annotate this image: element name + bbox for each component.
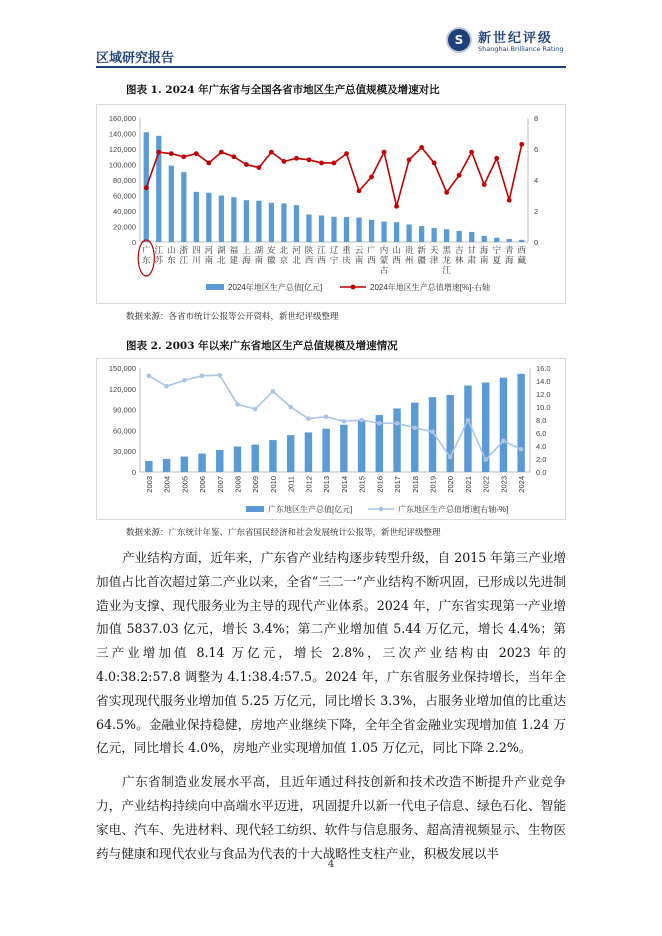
chart2-year-label: 2009 [251, 476, 261, 493]
chart1-bar [507, 239, 512, 242]
chart2-ytick-right: 8.0 [536, 416, 547, 425]
chart2-bar [269, 440, 276, 472]
chart2-bar [358, 420, 365, 472]
chart1-category-label: 山西 [392, 245, 401, 265]
chart2-bar [322, 429, 329, 472]
chart2-growth-point [324, 414, 329, 419]
chart1-category-label: 广西 [367, 245, 376, 265]
chart2-bar [216, 450, 223, 472]
chart2-year-label: 2010 [268, 476, 278, 493]
chart2-ytick-right: 14.0 [536, 377, 551, 386]
chart2-growth-point [253, 407, 258, 412]
chart2-ytick-left: 150,000 [108, 364, 136, 373]
paragraph-industrial-structure: 产业结构方面，近年来，广东省产业结构逐步转型升级，自 2015 年第三产业增加值占比首次超过第二产业以来，全省“三二一”产业结构不断巩固，已形成以先进制造业为支撑、现代服务业为主导的现代产业体系。2024 年，广东省实现第一产业增加值 5837.03 亿元，增长 3.4%；第二产业增加值 5.44 万亿元，增长 4.4%；第三产业增加值 8.14 万亿元，增长 2.8%，三次产业结构由 2023 年的 4.0:38.2:57.8 调整为 4.1:38.4:57.5。2024 年，广东省服务业保持增长，当年全省实现现代服务业增加值 5.25 万亿元，同比增长 3.3%，占服务业增加值的比重达 64.5%。金融业保持稳健，房地产业继续下降，全年全省金融业实现增加值 1.24 万亿元，同比增长 4.0%，房地产业实现增加值 1.05 万亿元，同比下降 2.2%。 [96, 550, 566, 756]
paragraph-manufacturing: 广东省制造业发展水平高，且近年通过科技创新和技术改造不断提升产业竞争力，产业结构持续向中高端水平迈进，巩固提升以新一代电子信息、绿色石化、智能家电、汽车、先进材料、现代轻工纺织、软件与信息服务、超高清视频显示、生物医药与健康和现代农业与食品为代表的十大战略性支柱产业，积极发展以半 [96, 774, 566, 861]
chart1-growth-point [507, 198, 512, 203]
chart2-year-label: 2021 [463, 476, 473, 493]
chart1-category-label: 河北 [292, 245, 301, 265]
chart1-category-label: 陕西 [304, 245, 314, 265]
chart2-year-label: 2005 [180, 476, 190, 493]
chart2-growth-point [147, 374, 152, 379]
chart2-bar [464, 386, 471, 472]
chart1-category-label: 黑龙江 [442, 245, 451, 275]
chart1-growth-point [382, 150, 387, 155]
chart2-growth-point [448, 455, 453, 460]
chart1-bar [356, 218, 361, 242]
chart2-frame [97, 359, 566, 520]
chart1-growth-point [156, 150, 161, 155]
chart1-category-label: 山东 [167, 245, 176, 265]
chart1-growth-point [219, 150, 224, 155]
chart2-year-label: 2022 [481, 476, 491, 493]
chart1-ytick-left: 100,000 [108, 160, 136, 170]
chart2-year-label: 2013 [322, 476, 332, 493]
chart1-growth-point [181, 154, 186, 159]
chart1-ytick-left: 60,000 [113, 191, 136, 201]
chart2-bar [500, 378, 507, 472]
chart2-year-label: 2007 [215, 476, 225, 493]
chart1-growth-point [332, 161, 337, 166]
chart2-growth-point [200, 374, 205, 379]
chart2-ytick-right: 6.0 [536, 429, 547, 438]
chart1-category-label: 上海 [242, 245, 251, 265]
chart1-ytick-right: 6 [534, 145, 539, 154]
chart1-bar [294, 205, 299, 242]
company-logo [446, 27, 472, 53]
chart1-category-label: 江西 [317, 245, 326, 265]
chart2-year-label: 2011 [286, 476, 296, 493]
chart2-ytick-left: 120,000 [108, 384, 136, 394]
chart2-year-label: 2003 [144, 476, 154, 493]
chart1-bar [219, 195, 224, 242]
chart1-bar [394, 222, 399, 242]
chart1-bar [256, 201, 261, 242]
chart2-bar [411, 403, 418, 472]
chart1-growth-point [344, 151, 349, 156]
chart1-ytick-left: 40,000 [113, 207, 136, 216]
chart1-category-label: 辽宁 [329, 245, 339, 265]
chart2-legend-bar-swatch [246, 506, 264, 512]
chart1-growth-point [469, 150, 474, 155]
chart2-ytick-left: 90,000 [113, 405, 136, 415]
chart2-year-label: 2004 [162, 476, 172, 493]
chart1-category-label: 湖北 [217, 245, 226, 265]
chart1-bar [306, 214, 311, 242]
chart1-bar [469, 232, 474, 242]
chart2-bar [340, 425, 347, 472]
chart2-ytick-right: 0.0 [536, 468, 547, 477]
chart1-ytick-left: 140,000 [108, 129, 136, 139]
chart1-category-label: 西藏 [517, 245, 526, 265]
chart2-growth-point [359, 418, 364, 423]
chart2-bar [163, 459, 170, 472]
chart2-growth-point [395, 421, 400, 426]
chart2-year-label: 2015 [357, 476, 367, 493]
chart1-bar [432, 228, 437, 242]
chart1-bar [181, 172, 186, 242]
chart1-bar [331, 217, 336, 242]
chart1-growth-line [146, 144, 521, 206]
chart2-year-label: 2008 [233, 476, 243, 493]
chart2-bar [517, 374, 524, 472]
chart1-bar [419, 226, 424, 242]
chart1-category-label: 内蒙古 [379, 245, 389, 275]
chart2-growth-point [182, 378, 187, 383]
chart1-growth-point [457, 173, 462, 178]
chart1-growth-point [444, 190, 449, 195]
chart1-ytick-left: 120,000 [108, 145, 136, 154]
chart1-growth-point [307, 157, 312, 162]
chart2-growth-point [377, 421, 382, 426]
chart1-growth-point [294, 156, 299, 161]
chart1-category-label: 青海 [504, 245, 514, 265]
body-text [96, 546, 566, 865]
chart1-growth-point [419, 145, 424, 150]
chart2-growth-point [483, 457, 488, 462]
chart1-ytick-right: 2 [534, 207, 539, 216]
chart1-frame [97, 105, 566, 304]
chart1-category-label: 江苏 [154, 245, 164, 265]
chart2-legend-line-label: 广东地区生产总值增速[右轴-%] [398, 505, 509, 514]
chart2-ytick-left: 30,000 [113, 447, 136, 457]
figure1-title: 图表 1. 2024 年广东省与全国各省市地区生产总值规模及增速对比 [126, 84, 440, 96]
chart2-bar [252, 445, 259, 472]
chart2-year-label: 2023 [499, 476, 509, 493]
chart1-ytick-right: 8 [534, 114, 539, 123]
chart1-legend-line-marker [351, 285, 356, 290]
chart1-growth-point [206, 161, 211, 166]
chart1-bar [482, 236, 487, 242]
chart1-growth-point [194, 151, 199, 156]
chart1-ytick-left: 20,000 [113, 222, 136, 232]
chart2-growth-point [430, 429, 435, 434]
chart1-bar [519, 240, 524, 242]
chart2-growth-point [501, 439, 506, 444]
chart2-bar [287, 435, 294, 472]
chart1-growth-point [519, 142, 524, 147]
chart1-growth-point [407, 157, 412, 162]
logo-mark: S [454, 33, 464, 47]
chart2-bar [234, 446, 241, 472]
chart2-ytick-right: 16.0 [536, 364, 551, 373]
chart1-growth-point [357, 188, 362, 193]
chart1-bar [369, 220, 374, 242]
chart1-category-label: 四川 [192, 245, 201, 265]
chart2-year-label: 2012 [304, 476, 314, 493]
section-title: 区域研究报告 [96, 51, 175, 66]
chart1-category-label: 贵州 [404, 245, 414, 265]
chart1-bar [244, 200, 249, 242]
chart2-year-label: 2006 [198, 476, 208, 493]
chart2-bar [181, 456, 188, 472]
chart2-growth-point [235, 402, 240, 407]
chart2-bar [198, 454, 205, 472]
chart2-ytick-right: 4.0 [536, 442, 547, 451]
chart1-growth-point [231, 154, 236, 159]
chart2-ytick-right: 2.0 [536, 455, 547, 464]
chart2-ytick-right: 10.0 [536, 403, 551, 412]
chart1-growth-point [482, 182, 487, 187]
logo-chinese-name: 新世纪评级 [478, 31, 554, 46]
chart1-category-label: 天津 [429, 245, 439, 265]
chart1-category-label: 甘肃 [467, 245, 476, 265]
chart1-bar [169, 166, 174, 242]
chart1-growth-point [432, 161, 437, 166]
chart2-year-label: 2019 [428, 476, 438, 493]
chart2-ytick-left: 0 [131, 468, 136, 477]
chart1-bar [406, 224, 411, 242]
chart2-bar [447, 395, 454, 472]
chart1-ytick-left: 80,000 [113, 176, 136, 185]
chart2-legend-line-marker [379, 507, 384, 512]
chart1-ytick-right: 4 [534, 176, 539, 185]
chart2-ytick-right: 12.0 [536, 390, 551, 399]
chart1-category-label: 吉林 [454, 245, 464, 265]
chart1-growth-point [494, 156, 499, 161]
chart2-growth-point [164, 384, 169, 389]
chart1-bar [281, 203, 286, 242]
chart2-bar [305, 432, 312, 472]
chart1-bar [444, 229, 449, 242]
chart2-growth-point [288, 405, 293, 410]
chart2-year-label: 2017 [393, 476, 403, 493]
chart1-category-label: 安徽 [267, 245, 276, 265]
chart1-category-label: 河南 [204, 245, 214, 265]
chart2-growth-point [466, 418, 471, 423]
chart1-ytick-left: 160,000 [108, 114, 136, 123]
chart2-growth-point [412, 426, 417, 431]
chart1-category-label: 浙江 [179, 245, 189, 265]
figure2-title: 图表 2. 2003 年以来广东省地区生产总值规模及增速情况 [126, 340, 398, 352]
page-number: 4 [327, 859, 335, 870]
chart2-year-label: 2014 [339, 476, 349, 493]
chart1-category-label: 湖南 [254, 245, 264, 265]
chart1-category-label: 广东 [142, 245, 151, 265]
chart1-bar [319, 215, 324, 242]
chart1-ytick-right: 0 [534, 238, 539, 247]
chart1-legend-bar-label: 2024年地区生产总值[亿元] [228, 283, 323, 292]
chart2-growth-point [306, 416, 311, 421]
chart1-bar [269, 203, 274, 242]
chart2-bar [145, 461, 152, 472]
chart1-category-label: 重庆 [342, 245, 351, 265]
header-divider [96, 66, 566, 68]
chart1-bar [344, 217, 349, 242]
chart1-growth-point [169, 151, 174, 156]
figure2-source: 数据来源：广东统计年鉴、广东省国民经济和社会发展统计公报等，新世纪评级整理 [126, 528, 441, 538]
chart1-growth-point [244, 162, 249, 167]
chart1-category-label: 云南 [354, 245, 364, 265]
chart2-growth-point [271, 389, 276, 394]
chart2-year-label: 2020 [446, 476, 456, 493]
chart2-bar [393, 408, 400, 472]
chart1-category-label: 海南 [479, 245, 489, 265]
chart2-ytick-left: 60,000 [113, 426, 136, 436]
chart1-legend-line-label: 2024年地区生产总值增速[%]-右轴 [370, 283, 491, 292]
chart1-bar [381, 222, 386, 242]
chart1-bar [231, 197, 236, 242]
chart1-growth-point [369, 175, 374, 180]
chart1-ytick-left: 0 [131, 238, 136, 247]
chart1-bar [206, 193, 211, 242]
chart2-year-label: 2018 [410, 476, 420, 493]
chart1-category-label: 新疆 [417, 245, 426, 265]
chart1-growth-point [269, 150, 274, 155]
chart1-growth-point [257, 165, 262, 170]
figure2-chart [96, 358, 566, 520]
figure1-source: 数据来源：各省市统计公报等公开资料，新世纪评级整理 [126, 312, 339, 322]
chart1-category-label: 福建 [229, 245, 239, 265]
figure1-chart [96, 104, 566, 304]
chart2-year-label: 2016 [375, 476, 385, 493]
chart2-growth-point [217, 373, 222, 378]
chart2-legend-bar-label: 广东地区生产总值[亿元] [268, 505, 353, 514]
chart1-growth-point [144, 185, 149, 190]
chart1-bar [494, 238, 499, 242]
chart1-bar [457, 231, 462, 242]
chart2-growth-point [519, 447, 524, 452]
chart1-growth-point [394, 204, 399, 209]
chart2-year-label: 2024 [517, 476, 527, 493]
chart2-growth-point [342, 419, 347, 424]
chart1-growth-point [319, 161, 324, 166]
chart1-category-label: 北京 [279, 245, 289, 265]
chart1-category-label: 宁夏 [492, 245, 501, 265]
logo-english-name: Shanghai Brilliance Rating [478, 45, 564, 53]
chart1-growth-point [282, 159, 287, 164]
chart1-legend-bar-swatch [206, 284, 224, 290]
chart1-bar [194, 192, 199, 242]
